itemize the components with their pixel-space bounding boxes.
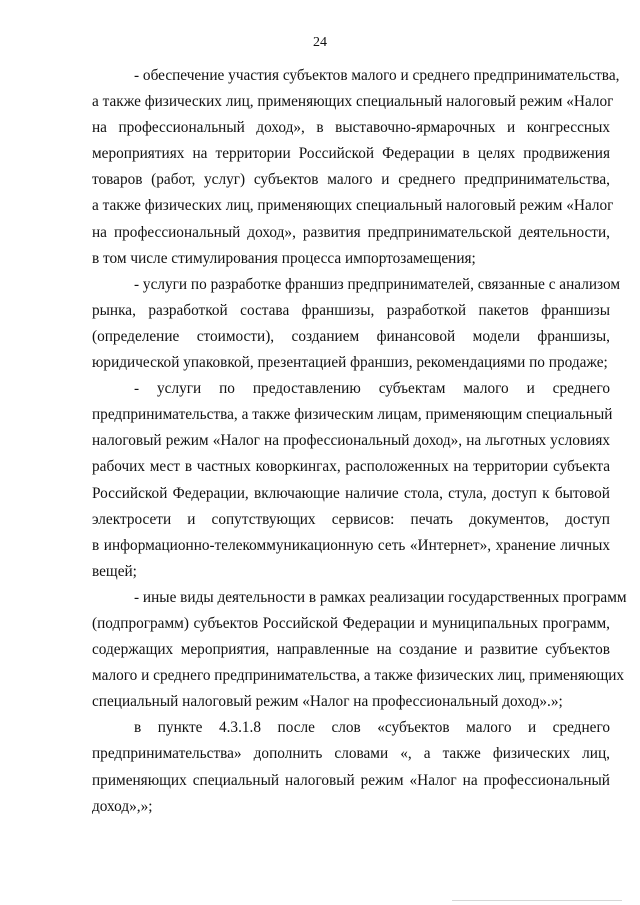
text-line: вещей; [92, 562, 137, 580]
document-body [92, 63, 627, 820]
page-number: 24 [313, 35, 327, 50]
paragraph-coworking-services [92, 376, 613, 585]
scan-edge-mark [452, 900, 622, 901]
text-line: на профессиональный доход», в выставочно-ярмарочных и конгрессных [92, 119, 610, 137]
text-line: (подпрограмм) субъектов Российской Федерации и муниципальных программ, [92, 614, 610, 632]
text-line: - иные виды деятельности в рамках реализации государственных программ [134, 588, 627, 606]
paragraph-amendment-4-3-1-8 [92, 715, 610, 819]
text-line: юридической упаковкой, презентацией франшиз, рекомендациями по продаже; [92, 354, 608, 372]
paragraph-other-activities [92, 585, 627, 715]
text-line: рабочих мест в частных коворкингах, расположенных на территории субъекта [92, 458, 610, 476]
text-line: рынка, разработкой состава франшизы, разработкой пакетов франшизы [92, 301, 610, 319]
text-line: товаров (работ, услуг) субъектов малого и среднего предпринимательства, [92, 171, 610, 189]
text-line: электросети и сопутствующих сервисов: печать документов, доступ [92, 510, 610, 528]
text-line: применяющих специальный налоговый режим «Налог на профессиональный [92, 771, 610, 789]
text-line: в том числе стимулирования процесса импортозамещения; [92, 249, 476, 267]
text-line: - услуги по предоставлению субъектам малого и среднего [134, 380, 610, 398]
text-line: - обеспечение участия субъектов малого и среднего предпринимательства, [134, 67, 620, 84]
text-line: (определение стоимости), созданием финансовой модели франшизы, [92, 327, 610, 345]
text-line: а также физических лиц, применяющих специальный налоговый режим «Налог [92, 93, 614, 111]
paragraph-exhibitions [92, 63, 620, 272]
text-line: предпринимательства, а также физическим лицам, применяющим специальный [92, 406, 613, 424]
text-line: - услуги по разработке франшиз предпринимателей, связанные с анализом [134, 275, 621, 293]
text-line: мероприятиях на территории Российской Федерации в целях продвижения [92, 145, 610, 163]
paragraph-franchise-services [92, 272, 621, 376]
text-line: доход»,»; [92, 797, 153, 815]
text-line: содержащих мероприятия, направленные на создание и развитие субъектов [92, 641, 610, 659]
text-line: налоговый режим «Налог на профессиональный доход», на льготных условиях [92, 432, 610, 450]
text-line: на профессиональный доход», развития предпринимательской деятельности, [92, 223, 610, 241]
text-line: в пункте 4.3.1.8 после слов «субъектов малого и среднего [134, 719, 610, 737]
text-line: малого и среднего предпринимательства, а также физических лиц, применяющих [92, 667, 625, 685]
text-line: предпринимательства» дополнить словами «, а также физических лиц, [92, 745, 610, 763]
text-line: специальный налоговый режим «Налог на профессиональный доход».»; [92, 693, 563, 711]
text-line: Российской Федерации, включающие наличие стола, стула, доступ к бытовой [92, 484, 610, 502]
text-line: а также физических лиц, применяющих специальный налоговый режим «Налог [92, 197, 614, 215]
text-line: в информационно-телекоммуникационную сеть «Интернет», хранение личных [92, 536, 610, 554]
